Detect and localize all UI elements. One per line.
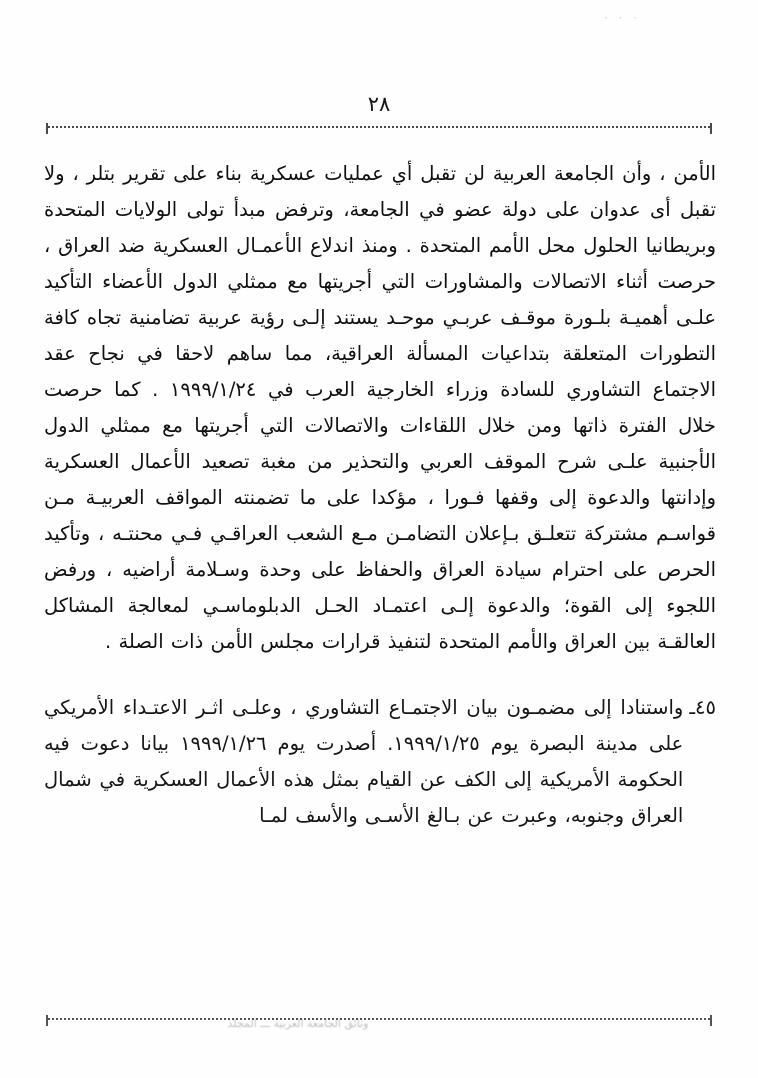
list-item	[44, 690, 716, 834]
page-number: ٢٨	[367, 92, 391, 116]
list-item-label: واستنادا إلى مضمـون بيان الاجتمـاع التشاوري ، وعلـى اثـر الاعتـداء الأمريكي على مدينة البصرة يوم ١٩٩٩/١/٢٥. أصدرت يوم ١٩٩٩/١/٢٦ بيانا دعوت فيه الحكومة الأمريكية إلى الكف عن القيام بمثل هذه الأعمال العسكرية في شمال العراق وجنوبه، وعبرت عن بـالغ الأسـى والأسف لمـا	[44, 696, 684, 827]
top-speckle-mark: · · ·	[602, 14, 640, 24]
list-item-marker: ٤٥ـ	[689, 696, 716, 719]
paragraph-continuation: الأمن ، وأن الجامعة العربية لن تقبل أي عمليات عسكرية بناء على تقرير بتلر ، ولا تقبل أى عدوان على دولة عضو في الجامعة، وترفض مبدأ تولى الولايات المتحدة وبريطانيا الحلول محل الأمم المتحدة . ومنذ اندلاع الأعمـال العسكرية ضد العراق ، حرصت أثناء الاتصالات والمشاورات التي أجريتها مع ممثلي الدول الأعضاء التأكيد علـى أهميـة بلـورة موقـف عربـي موحـد يستند إلـى رؤية عربية تضامنية تجاه كافة التطورات المتعلقة بتداعيات المسألة العراقية، مما ساهم لاحقا في نجاح عقد الاجتماع التشاوري للسادة وزراء الخارجية العرب في ١٩٩٩/١/٢٤ . كما حرصت خلال الفترة ذاتها ومن خلال اللقاءات والاتصالات التي أجريتها مع ممثلي الدول الأجنبية علـى شرح الموقف العربي والتحذير من مغبة تصعيد الأعمال العسكرية وإدانتها والدعوة إلى وقفها فـورا ، مؤكدا على ما تضمنته المواقف العربيـة مـن قواسـم مشتركة تتعلـق بـإعلان التضامـن مـع الشعب العراقـي فـي محنتـه ، وتأكيد الحرص على احترام سيادة العراق والحفاظ على وحدة وسـلامة أراضيه ، ورفض اللجوء إلى القوة؛ والدعوة إلـى اعتمـاد الحـل الدبلوماسـي لمعالجة المشاكل العالقـة بين العراق والأمم المتحدة لتنفيذ قرارات مجلس الأمن ذات الصلة .	[44, 162, 716, 653]
header-divider	[48, 126, 710, 130]
footer-faint-text: وثائق الجامعة العربية ـــ المجلد	[227, 1017, 369, 1030]
body-text-area	[44, 156, 716, 834]
